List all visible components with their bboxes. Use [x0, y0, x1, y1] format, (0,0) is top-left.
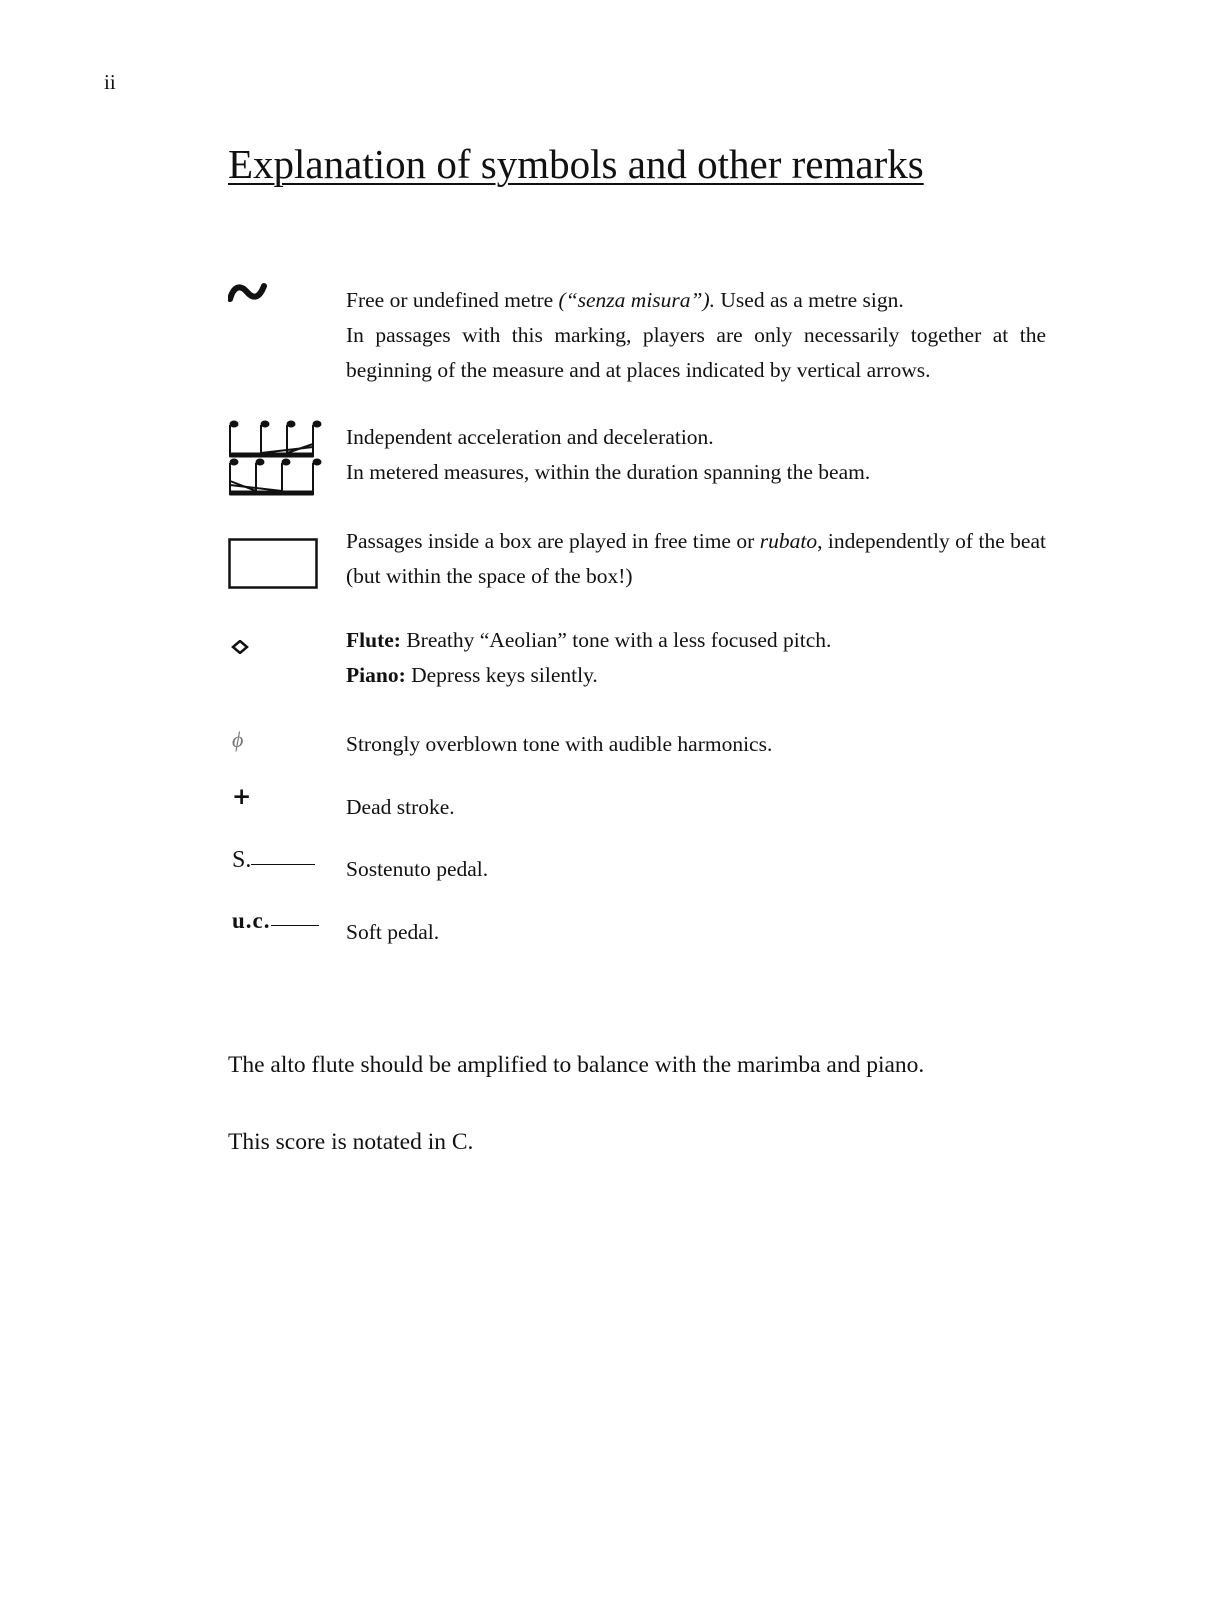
entry-free-metre-text: Free or undefined metre (“senza misura”). Used as a metre sign. In passages with this marking, players are only necessarily together at the beginning of the measure and at places indicated by vertical arrows.	[346, 288, 1046, 382]
entry-dead-stroke-text: Dead stroke.	[346, 795, 455, 819]
entry-una-corda-text: Soft pedal.	[346, 920, 440, 944]
accel-decel-beam-icon	[228, 417, 328, 504]
note-amplification: The alto flute should be amplified to balance with the marimba and piano.	[228, 1052, 925, 1078]
entry-accel-decel-text: Independent acceleration and deceleration. In metered measures, within the duration spanning the beam.	[346, 425, 871, 484]
tilde-metre-icon	[228, 279, 268, 314]
entry-overblown-text: Strongly overblown tone with audible harmonics.	[346, 732, 773, 756]
plus-icon: +	[232, 784, 252, 810]
page-title: Explanation of symbols and other remarks	[228, 141, 924, 187]
diamond-notehead-icon	[231, 640, 249, 659]
slashed-circle-icon: ϕ	[232, 727, 244, 752]
entry-box-text: Passages inside a box are played in free time or rubato, independently of the beat (but within the space of the box!)	[346, 529, 1046, 588]
box-icon	[228, 538, 320, 595]
note-transposition: This score is notated in C.	[228, 1129, 474, 1155]
entry-diamond-text: Flute: Breathy “Aeolian” tone with a less focused pitch. Piano: Depress keys silently.	[346, 628, 832, 687]
una-corda-mark: u.c.	[232, 908, 319, 934]
page-number: ii	[104, 70, 116, 94]
sostenuto-mark: S.	[232, 847, 315, 874]
entry-sostenuto-text: Sostenuto pedal.	[346, 857, 489, 881]
